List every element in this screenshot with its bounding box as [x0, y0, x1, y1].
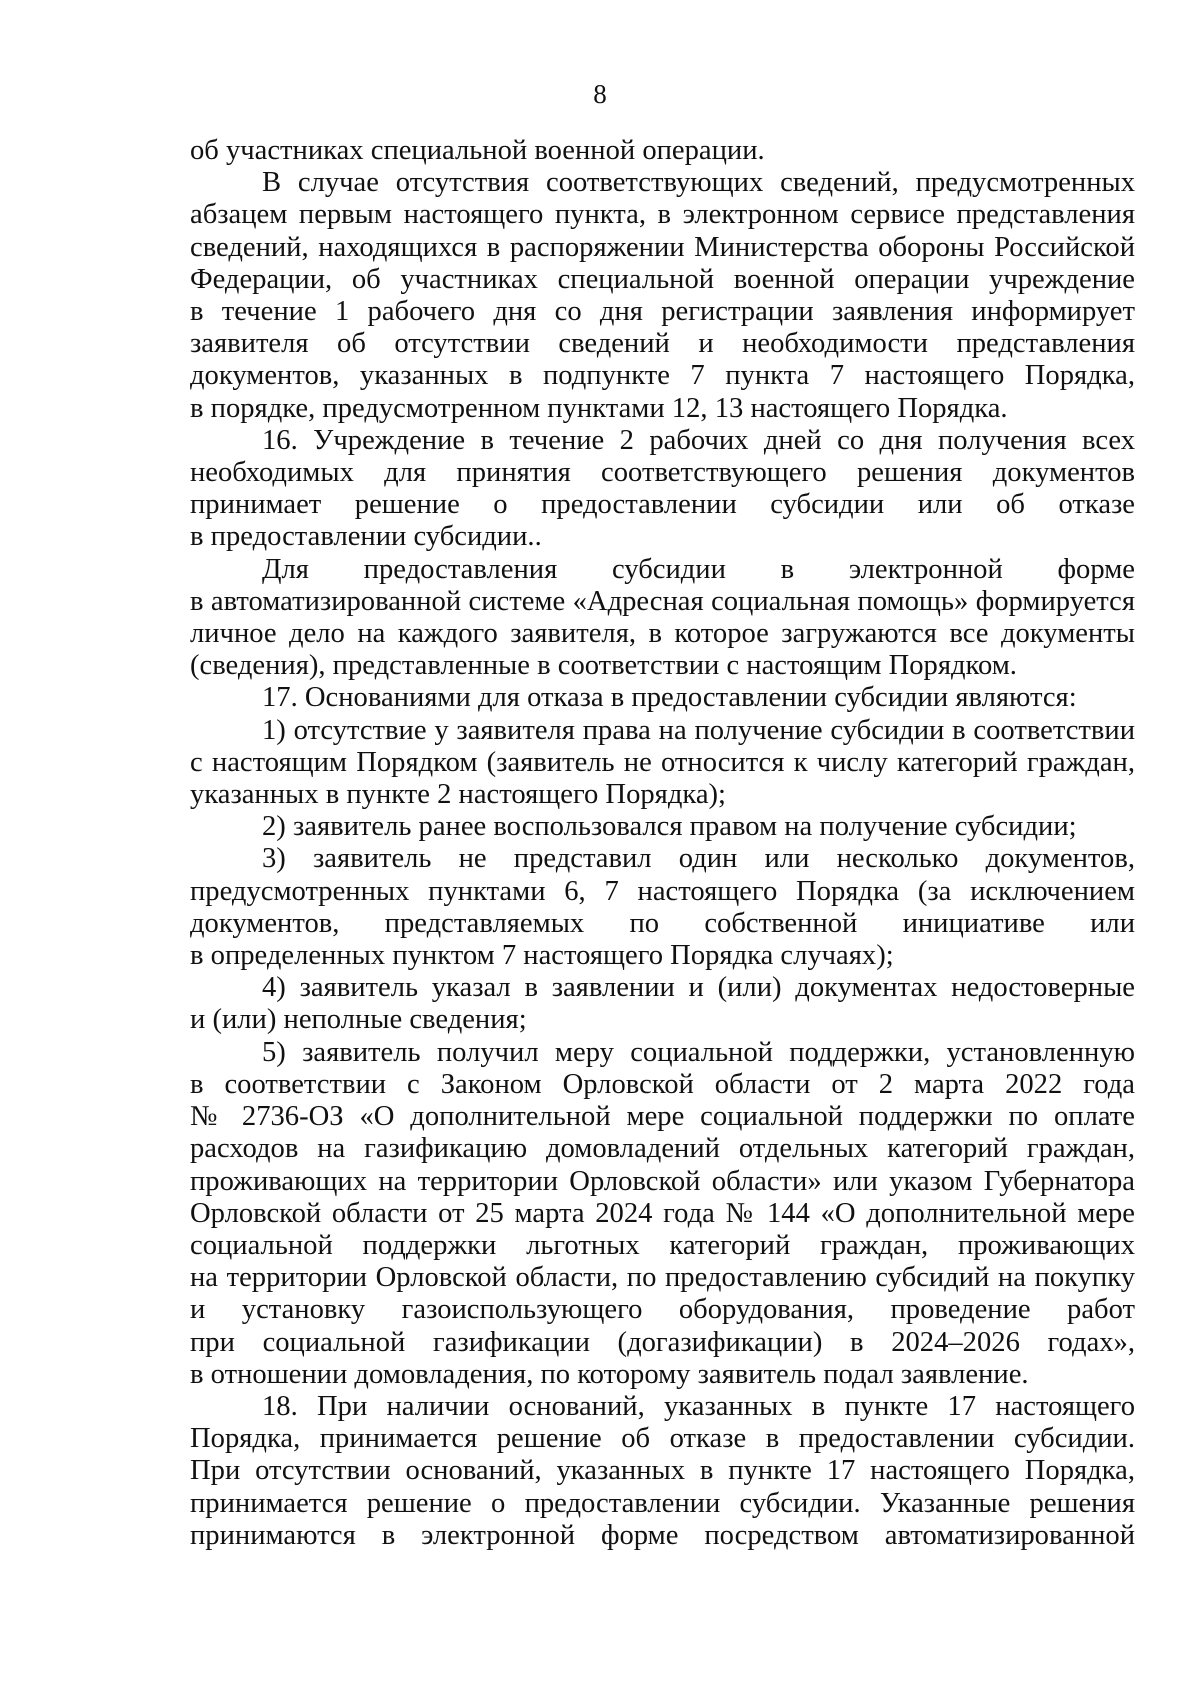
text-line: 18. При наличии оснований, указанных в пункте 17 настоящего	[262, 1390, 1135, 1422]
text-line: (сведения), представленные в соответствии с настоящим Порядком.	[190, 650, 1017, 682]
body-text	[190, 135, 1135, 1552]
text-line: № 2736-ОЗ «О дополнительной мере социальной поддержки по оплате	[190, 1101, 1135, 1133]
text-line: в течение 1 рабочего дня со дня регистрации заявления информирует	[190, 296, 1135, 328]
text-line: В случае отсутствия соответствующих сведений, предусмотренных	[262, 167, 1135, 199]
text-line: на территории Орловской области, по предоставлению субсидий на покупку	[190, 1262, 1135, 1294]
text-line: проживающих на территории Орловской области» или указом Губернатора	[190, 1165, 1135, 1197]
text-line: в определенных пунктом 7 настоящего Порядка случаях);	[190, 940, 894, 972]
text-line: принимаются в электронной форме посредством автоматизированной	[190, 1519, 1135, 1551]
text-line: 3) заявитель не представил один или несколько документов,	[262, 843, 1135, 875]
text-line: об участниках специальной военной операции.	[190, 135, 765, 166]
text-line: с настоящим Порядком (заявитель не относится к числу категорий граждан,	[190, 746, 1135, 778]
text-line: необходимых для принятия соответствующего решения документов	[190, 457, 1135, 489]
text-line: принимает решение о предоставлении субсидии или об отказе	[190, 489, 1135, 521]
text-line: Орловской области от 25 марта 2024 года № 144 «О дополнительной мере	[190, 1197, 1135, 1229]
text-line: и (или) неполные сведения;	[190, 1004, 527, 1036]
text-line: социальной поддержки льготных категорий граждан, проживающих	[190, 1229, 1135, 1261]
text-line: указанных в пункте 2 настоящего Порядка);	[190, 779, 726, 811]
text-line: 1) отсутствие у заявителя права на получение субсидии в соответствии	[262, 714, 1135, 746]
text-line: абзацем первым настоящего пункта, в электронном сервисе представления	[190, 199, 1135, 231]
text-line: 17. Основаниями для отказа в предоставлении субсидии являются:	[262, 682, 1077, 714]
text-line: принимается решение о предоставлении субсидии. Указанные решения	[190, 1487, 1135, 1519]
text-line: 4) заявитель указал в заявлении и (или) документах недостоверные	[262, 972, 1135, 1004]
text-line: и установку газоиспользующего оборудования, проведение работ	[190, 1294, 1135, 1326]
text-line: в отношении домовладения, по которому заявитель подал заявление.	[190, 1358, 1029, 1390]
text-line: документов, представляемых по собственной инициативе или	[190, 907, 1135, 939]
text-line: заявителя об отсутствии сведений и необходимости представления	[190, 328, 1135, 360]
page-number: 8	[593, 79, 607, 109]
text-line: 5) заявитель получил меру социальной поддержки, установленную	[262, 1036, 1135, 1068]
text-line: личное дело на каждого заявителя, в которое загружаются все документы	[190, 618, 1135, 650]
text-line: Для предоставления субсидии в электронной форме	[262, 553, 1135, 585]
text-line: в соответствии с Законом Орловской области от 2 марта 2022 года	[190, 1068, 1135, 1100]
text-line: При отсутствии оснований, указанных в пункте 17 настоящего Порядка,	[190, 1455, 1135, 1487]
text-line: 2) заявитель ранее воспользовался правом на получение субсидии;	[262, 811, 1077, 843]
text-line: при социальной газификации (догазификации) в 2024–2026 годах»,	[190, 1326, 1135, 1358]
text-line: сведений, находящихся в распоряжении Министерства обороны Российской	[190, 231, 1135, 263]
text-line: в предоставлении субсидии..	[190, 521, 542, 553]
text-line: Порядка, принимается решение об отказе в предоставлении субсидии.	[190, 1423, 1135, 1455]
text-line: 16. Учреждение в течение 2 рабочих дней со дня получения всех	[262, 424, 1135, 456]
text-line: документов, указанных в подпункте 7 пункта 7 настоящего Порядка,	[190, 360, 1135, 392]
text-line: в автоматизированной системе «Адресная социальная помощь» формируется	[190, 585, 1135, 617]
text-line: предусмотренных пунктами 6, 7 настоящего Порядка (за исключением	[190, 875, 1135, 907]
text-line: в порядке, предусмотренном пунктами 12, 13 настоящего Порядка.	[190, 392, 1008, 424]
text-line: Федерации, об участниках специальной военной операции учреждение	[190, 263, 1135, 295]
text-line: расходов на газификацию домовладений отдельных категорий граждан,	[190, 1133, 1135, 1165]
